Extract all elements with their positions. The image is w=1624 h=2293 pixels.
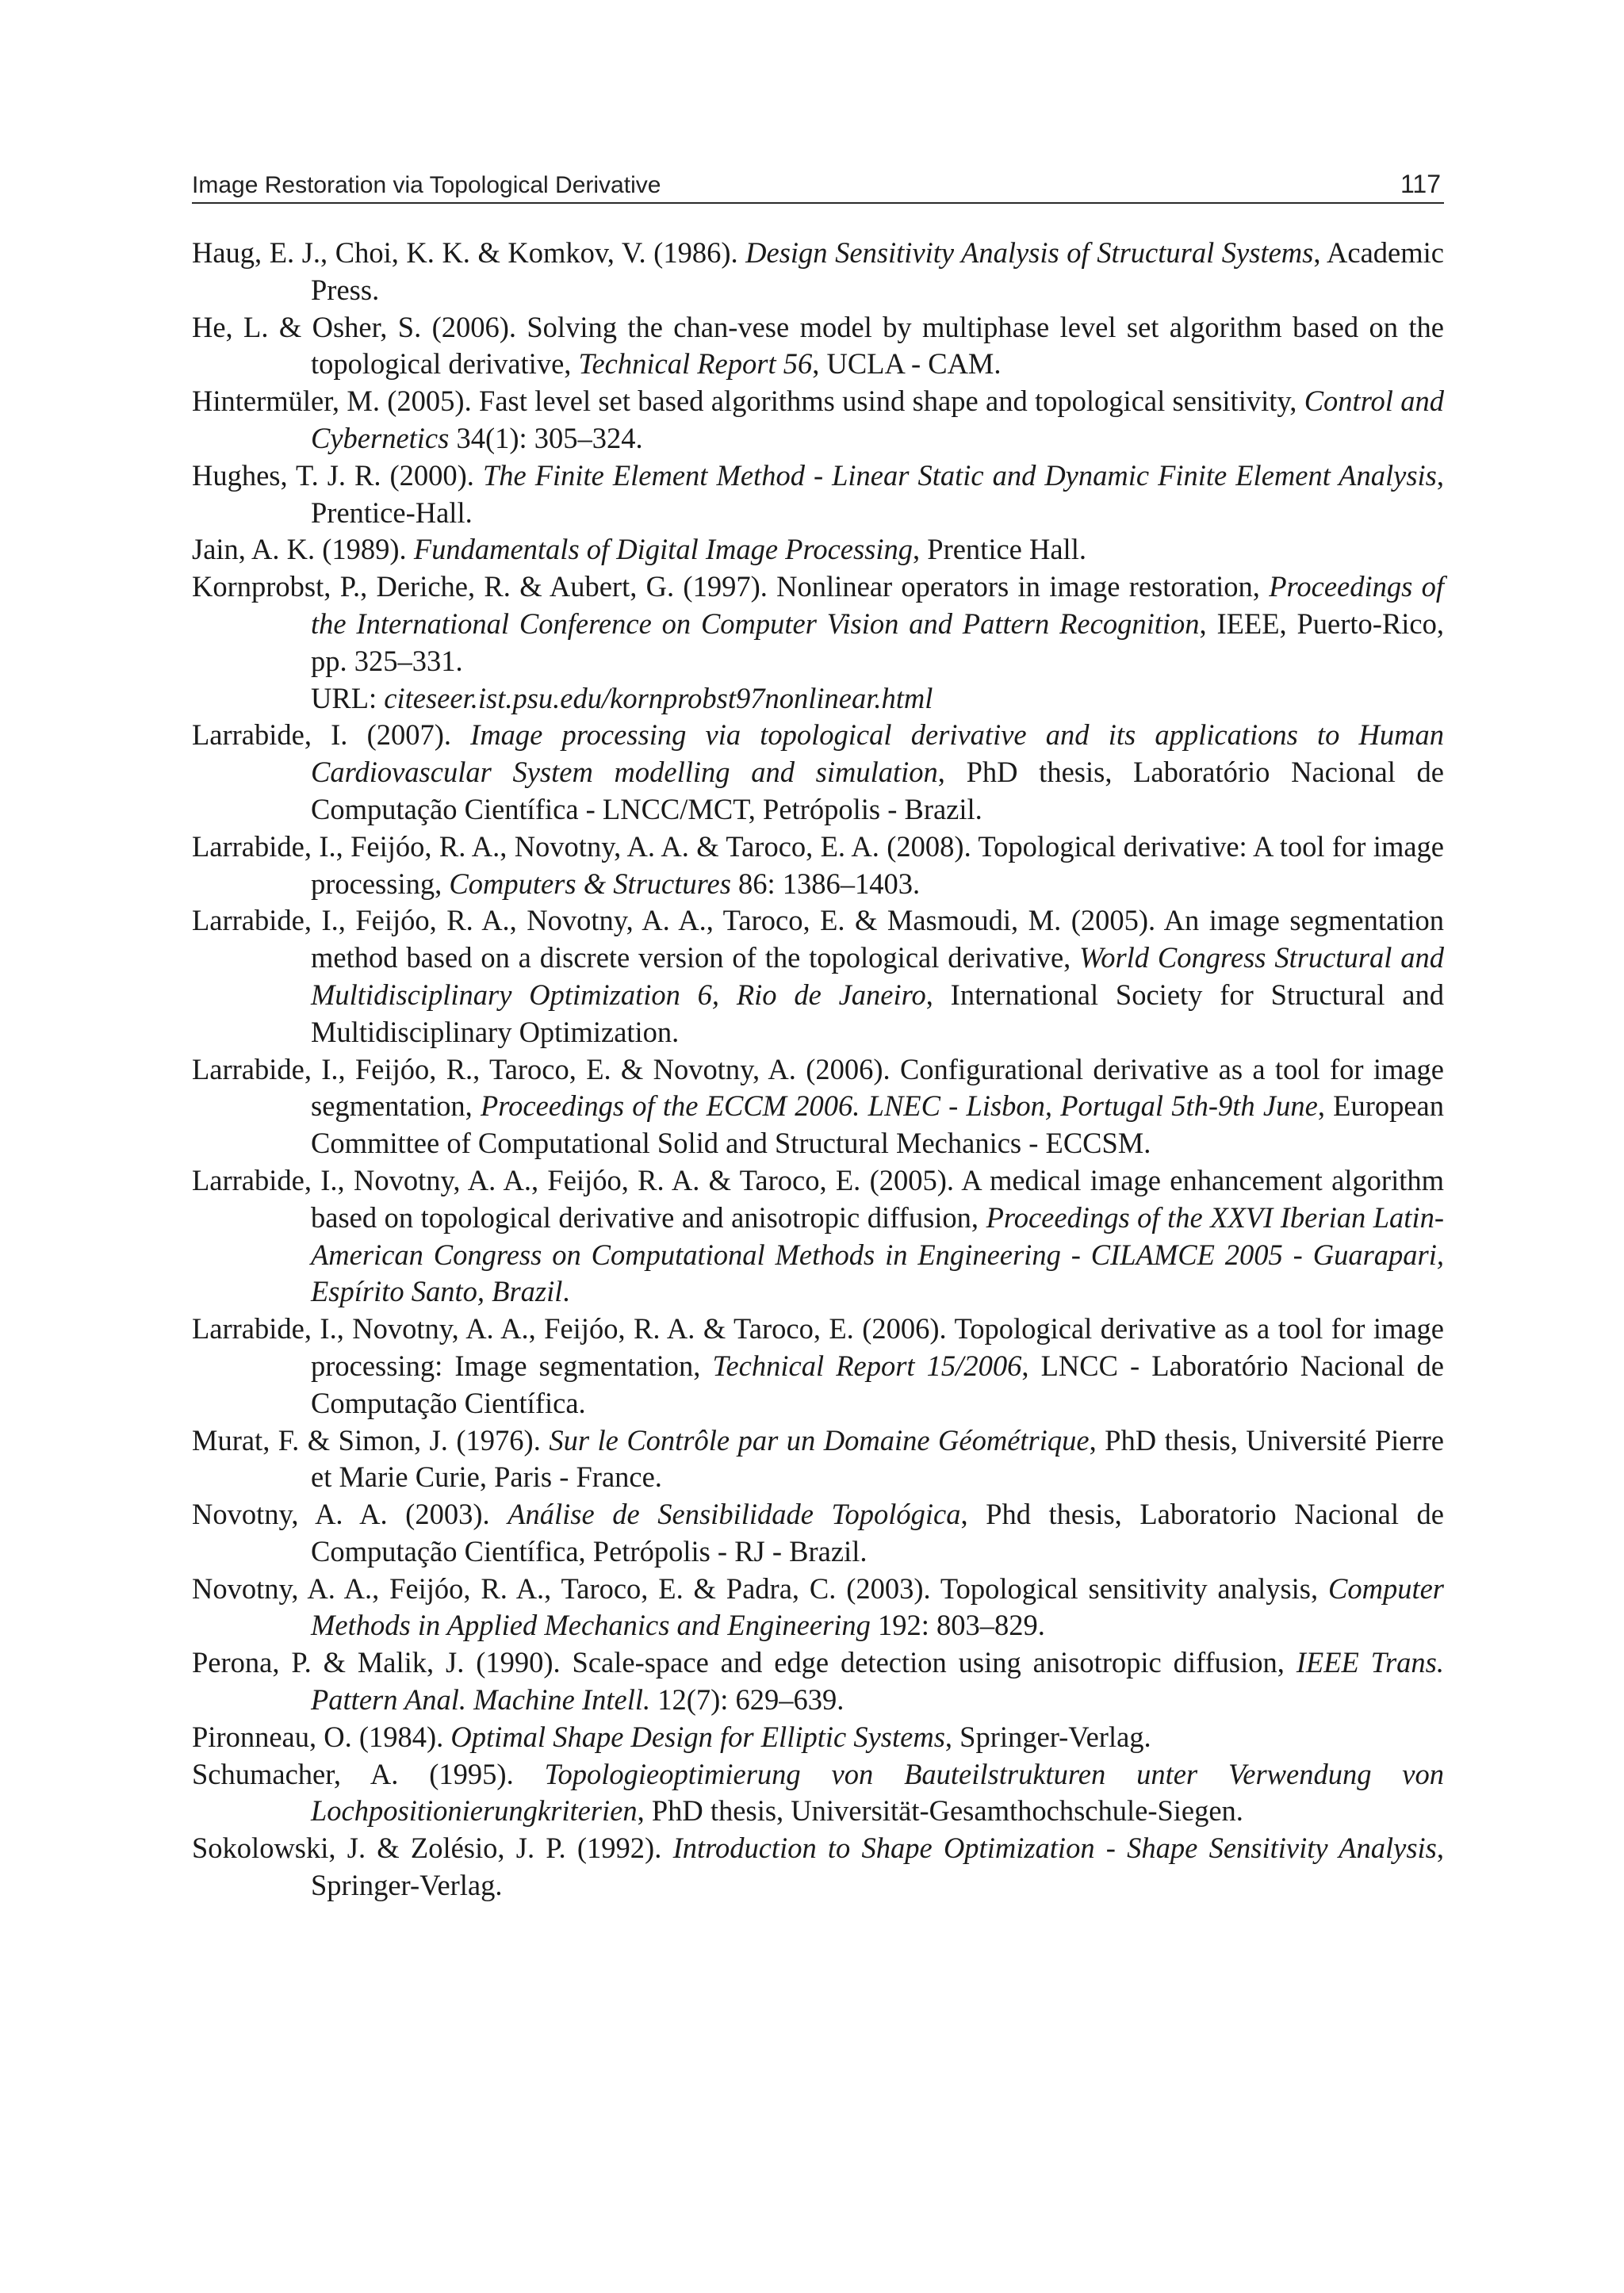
reference-text: . xyxy=(562,1275,570,1308)
reference-entry xyxy=(192,1756,1444,1831)
reference-italic-text: The Finite Element Method - Linear Static and Dynamic Finite Element Analysis xyxy=(482,458,1437,492)
reference-text: , European Committee of Computational Solid and Structural Mechanics - ECCSM. xyxy=(311,1089,1445,1160)
reference-entry xyxy=(192,902,1444,1051)
reference-text: 12(7): 629–639. xyxy=(650,1683,845,1717)
reference-text: Murat, F. & Simon, J. (1976). xyxy=(192,1423,550,1457)
reference-text: Larrabide, I. (2007). xyxy=(192,718,471,752)
reference-entry xyxy=(192,1051,1444,1162)
reference-text: , PhD thesis, Laboratório Nacional de Computação Científica - LNCC/MCT, Petrópolis - Brazil. xyxy=(311,756,1444,825)
reference-text: Jain, A. K. (1989). xyxy=(192,533,414,566)
reference-text: Novotny, A. A., Feijóo, R. A., Taroco, E. & Padra, C. (2003). Topological sensitivity analysis, xyxy=(192,1571,1328,1605)
reference-text: Pironneau, O. (1984). xyxy=(192,1720,451,1753)
reference-italic-text: Introduction to Shape Optimization - Shape Sensitivity Analysis xyxy=(672,1832,1437,1865)
page-number: 117 xyxy=(1400,170,1441,198)
reference-entry xyxy=(192,1644,1444,1719)
reference-text: Larrabide, I., Novotny, A. A., Feijóo, R. A. & Taroco, E. (2006). Topological derivative as a tool for image processing: Image segmentation, xyxy=(192,1312,1444,1382)
reference-entry xyxy=(192,1830,1444,1904)
reference-italic-text: Design Sensitivity Analysis of Structural Systems xyxy=(745,236,1314,269)
reference-text: Schumacher, A. (1995). xyxy=(192,1757,545,1790)
reference-italic-text: Fundamentals of Digital Image Processing xyxy=(413,533,914,566)
reference-text: , UCLA - CAM. xyxy=(812,347,1002,381)
reference-italic-text: Proceedings of the ECCM 2006. LNEC - Lisbon, Portugal 5th-9th June xyxy=(480,1089,1318,1123)
reference-italic-text: citeseer.ist.psu.edu/kornprobst97nonlinear.html xyxy=(384,681,933,714)
reference-text: Hintermüler, M. (2005). Fast level set based algorithms usind shape and topological sensitivity, xyxy=(192,385,1304,418)
reference-italic-text: Technical Report 56 xyxy=(578,347,813,381)
reference-italic-text: World Congress Structural and Multidisciplinary Optimization 6, Rio de Janeiro xyxy=(311,941,1444,1011)
reference-italic-text: Control and Cybernetics xyxy=(311,385,1444,454)
reference-entry xyxy=(192,235,1444,309)
reference-text: Haug, E. J., Choi, K. K. & Komkov, V. (1986). xyxy=(192,236,746,269)
reference-italic-text: Sur le Contrôle par un Domaine Géométrique xyxy=(549,1423,1090,1457)
reference-entry xyxy=(192,1571,1444,1645)
reference-entry xyxy=(192,1311,1444,1422)
reference-entry xyxy=(192,1162,1444,1311)
reference-entry xyxy=(192,457,1444,532)
reference-text: 34(1): 305–324. xyxy=(449,421,643,454)
reference-entry xyxy=(192,568,1444,717)
reference-text: , Springer-Verlag. xyxy=(311,1832,1444,1902)
reference-text: Sokolowski, J. & Zolésio, J. P. (1992). xyxy=(192,1832,673,1865)
reference-text: Hughes, T. J. R. (2000). xyxy=(192,458,483,492)
running-header xyxy=(192,161,1444,204)
reference-text: , PhD thesis, Universität-Gesamthochschule-Siegen. xyxy=(637,1794,1243,1828)
reference-text: 192: 803–829. xyxy=(870,1609,1045,1642)
reference-text: , Prentice-Hall. xyxy=(311,458,1444,529)
reference-italic-text: Computers & Structures xyxy=(449,867,731,900)
reference-italic-text: Análise de Sensibilidade Topológica xyxy=(508,1498,961,1531)
reference-text: Novotny, A. A. (2003). xyxy=(192,1498,508,1531)
reference-text: Larrabide, I., Feijóo, R. A., Novotny, A. A., Taroco, E. & Masmoudi, M. (2005). An image segmentation method based on a discrete version of the topological derivative, xyxy=(192,904,1444,974)
reference-italic-text: Topologieoptimierung von Bauteilstrukturen unter Verwendung von Lochpositionierungkriterien xyxy=(311,1757,1445,1828)
reference-text: , PhD thesis, Université Pierre et Marie Curie, Paris - France. xyxy=(311,1423,1444,1494)
reference-italic-text: Optimal Shape Design for Elliptic Systems xyxy=(450,1720,945,1753)
reference-entry xyxy=(192,531,1444,568)
reference-text: , International Society for Structural and Multidisciplinary Optimization. xyxy=(311,978,1445,1048)
reference-entry xyxy=(192,1496,1444,1571)
reference-text: 86: 1386–1403. xyxy=(730,867,921,900)
reference-text: , Prentice Hall. xyxy=(913,533,1086,566)
reference-text: , IEEE, Puerto-Rico, pp. 325–331. xyxy=(311,607,1445,677)
reference-entry xyxy=(192,309,1444,384)
reference-text: Larrabide, I., Feijóo, R., Taroco, E. & Novotny, A. (2006). Configurational derivative as a tool for image segmentation, xyxy=(192,1052,1444,1123)
reference-text: , LNCC - Laboratório Nacional de Computação Científica. xyxy=(311,1349,1444,1419)
reference-italic-text: Technical Report 15/2006 xyxy=(712,1349,1022,1382)
reference-text: Larrabide, I., Novotny, A. A., Feijóo, R. A. & Taroco, E. (2005). A medical image enhancement algorithm based on topological derivative and anisotropic diffusion, xyxy=(192,1163,1444,1234)
reference-text: , Phd thesis, Laboratorio Nacional de Computação Científica, Petrópolis - RJ - Brazil. xyxy=(311,1498,1444,1568)
reference-text: He, L. & Osher, S. (2006). Solving the chan-vese model by multiphase level set algorithm based on the topological derivative, xyxy=(192,310,1444,381)
reference-text: URL: xyxy=(311,681,385,714)
reference-text: , Academic Press. xyxy=(311,236,1444,306)
reference-italic-text: Proceedings of the International Conference on Computer Vision and Pattern Recognition xyxy=(311,570,1445,640)
reference-entry xyxy=(192,1422,1444,1497)
running-title: Image Restoration via Topological Derivative xyxy=(192,172,661,198)
reference-list xyxy=(192,235,1444,1904)
reference-entry xyxy=(192,1719,1444,1756)
reference-text: Kornprobst, P., Deriche, R. & Aubert, G. (1997). Nonlinear operators in image restoration, xyxy=(192,570,1270,603)
reference-text: , Springer-Verlag. xyxy=(944,1720,1151,1753)
reference-text: Perona, P. & Malik, J. (1990). Scale-space and edge detection using anisotropic diffusion, xyxy=(192,1646,1297,1679)
reference-italic-text: Image processing via topological derivative and its applications to Human Cardiovascular System modelling and simulation xyxy=(311,718,1444,789)
reference-entry xyxy=(192,383,1444,457)
reference-text: Larrabide, I., Feijóo, R. A., Novotny, A. A. & Taroco, E. A. (2008). Topological derivative: A tool for image processing, xyxy=(192,829,1444,900)
reference-italic-text: Computer Methods in Applied Mechanics and Engineering xyxy=(311,1571,1444,1642)
reference-entry xyxy=(192,717,1444,828)
reference-italic-text: IEEE Trans. Pattern Anal. Machine Intell. xyxy=(311,1646,1444,1717)
reference-entry xyxy=(192,829,1444,903)
reference-italic-text: Proceedings of the XXVI Iberian Latin-American Congress on Computational Methods in Engineering - CILAMCE 2005 - Guarapari, Espírito Santo, Brazil xyxy=(311,1200,1444,1308)
